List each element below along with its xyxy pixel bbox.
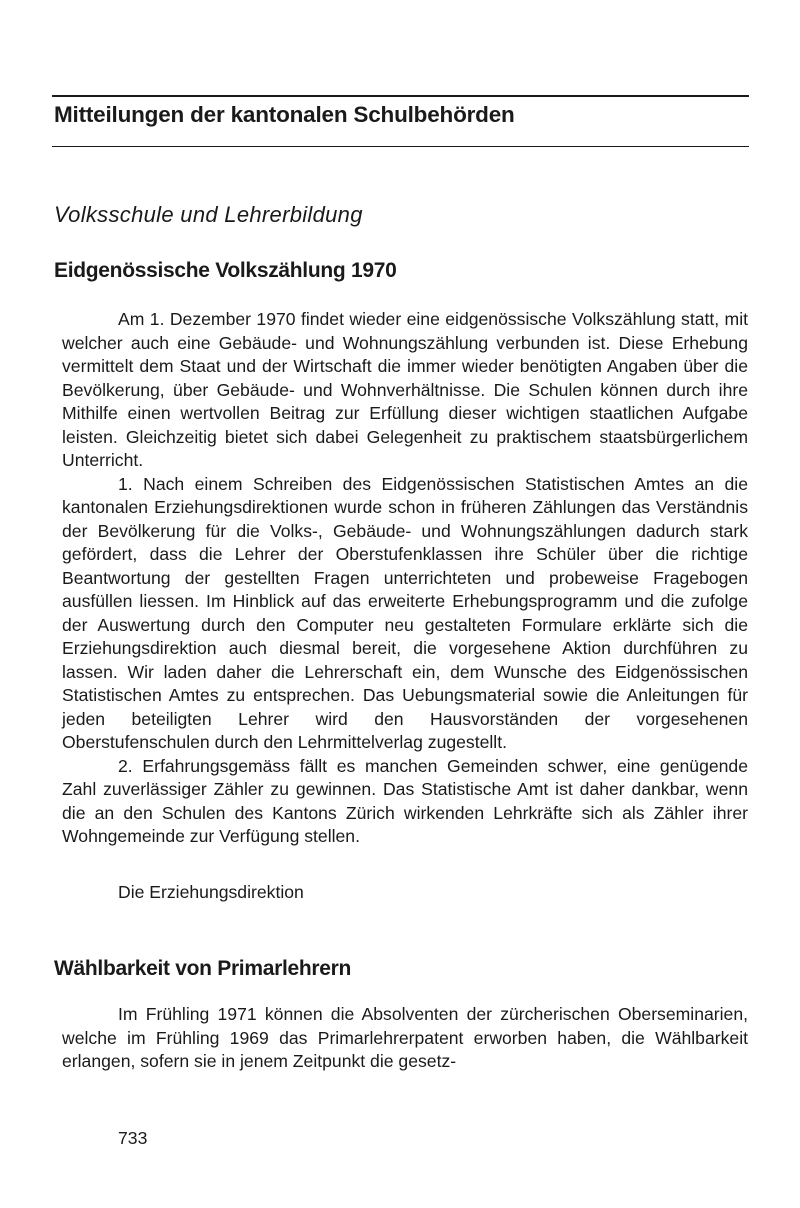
- signature: Die Erziehungsdirektion: [118, 882, 304, 902]
- paragraph: 1. Nach einem Schreiben des Eidgenössischen Statistischen Amtes an die kantonalen Erziehungsdirektionen wurde schon in früheren Zählungen das Verständnis der Bevölkerung für die Volks-, Gebäude- und Wohnungszählungen dadurch stark gefördert, dass die Lehrer der Oberstufenklassen ihre Schüler über die richtige Beantwortung der gestellten Fragen unterrichteten und probeweise Fragebogen ausfüllen liessen. Im Hinblick auf das erweiterte Erhebungsprogramm und die zufolge der Auswertung durch den Computer neu gestalteten Formulare erklärte sich die Erziehungsdirektion auch diesmal bereit, die vorgesehene Aktion durchführen zu lassen. Wir laden daher die Lehrerschaft ein, dem Wunsche des Eidgenössischen Statistischen Amtes zu entsprechen. Das Uebungsmaterial sowie die Anleitungen für jeden beteiligten Lehrer wird den Hausvorständen der vorgesehenen Oberstufenschulen durch den Lehrmittelverlag zugestellt.: [62, 473, 748, 752]
- article-body-census: [62, 308, 748, 849]
- article-body-eligibility: [62, 1003, 748, 1074]
- paragraph: 2. Erfahrungsgemäss fällt es manchen Gemeinden schwer, eine genügende Zahl zuverlässiger Zähler zu gewinnen. Das Statistische Amt ist daher dankbar, wenn die an den Schulen des Kantons Zürich wirkenden Lehrkräfte sich als Zähler ihrer Wohngemeinde zur Verfügung stellen.: [62, 755, 748, 846]
- paragraph: Am 1. Dezember 1970 findet wieder eine eidgenössische Volkszählung statt, mit welcher auch eine Gebäude- und Wohnungszählung verbunden ist. Diese Erhebung vermittelt dem Staat und der Wirtschaft die immer wieder benötigten Angaben über die Bevölkerung, über Gebäude- und Wohnverhältnisse. Die Schulen können durch ihre Mithilfe einen wertvollen Beitrag zur Erfüllung dieser wichtigen staatlichen Aufgabe leisten. Gleichzeitig bietet sich dabei Gelegenheit zu praktischem staatsbürgerlichem Unterricht.: [62, 309, 748, 470]
- article-heading-eligibility: Wählbarkeit von Primarlehrern: [54, 957, 352, 980]
- section-title: Mitteilungen der kantonalen Schulbehörden: [54, 102, 515, 127]
- header-rule-top: [52, 95, 749, 97]
- header-rule-bottom: [52, 146, 749, 147]
- paragraph: Im Frühling 1971 können die Absolventen der zürcherischen Oberseminarien, welche im Frühling 1969 das Primarlehrerpatent erworben haben, die Wählbarkeit erlangen, sofern sie in jenem Zeitpunkt die gesetz-: [62, 1004, 748, 1071]
- category-heading: Volksschule und Lehrerbildung: [54, 202, 363, 227]
- page-number: 733: [118, 1128, 148, 1148]
- article-heading-census: Eidgenössische Volkszählung 1970: [54, 259, 397, 282]
